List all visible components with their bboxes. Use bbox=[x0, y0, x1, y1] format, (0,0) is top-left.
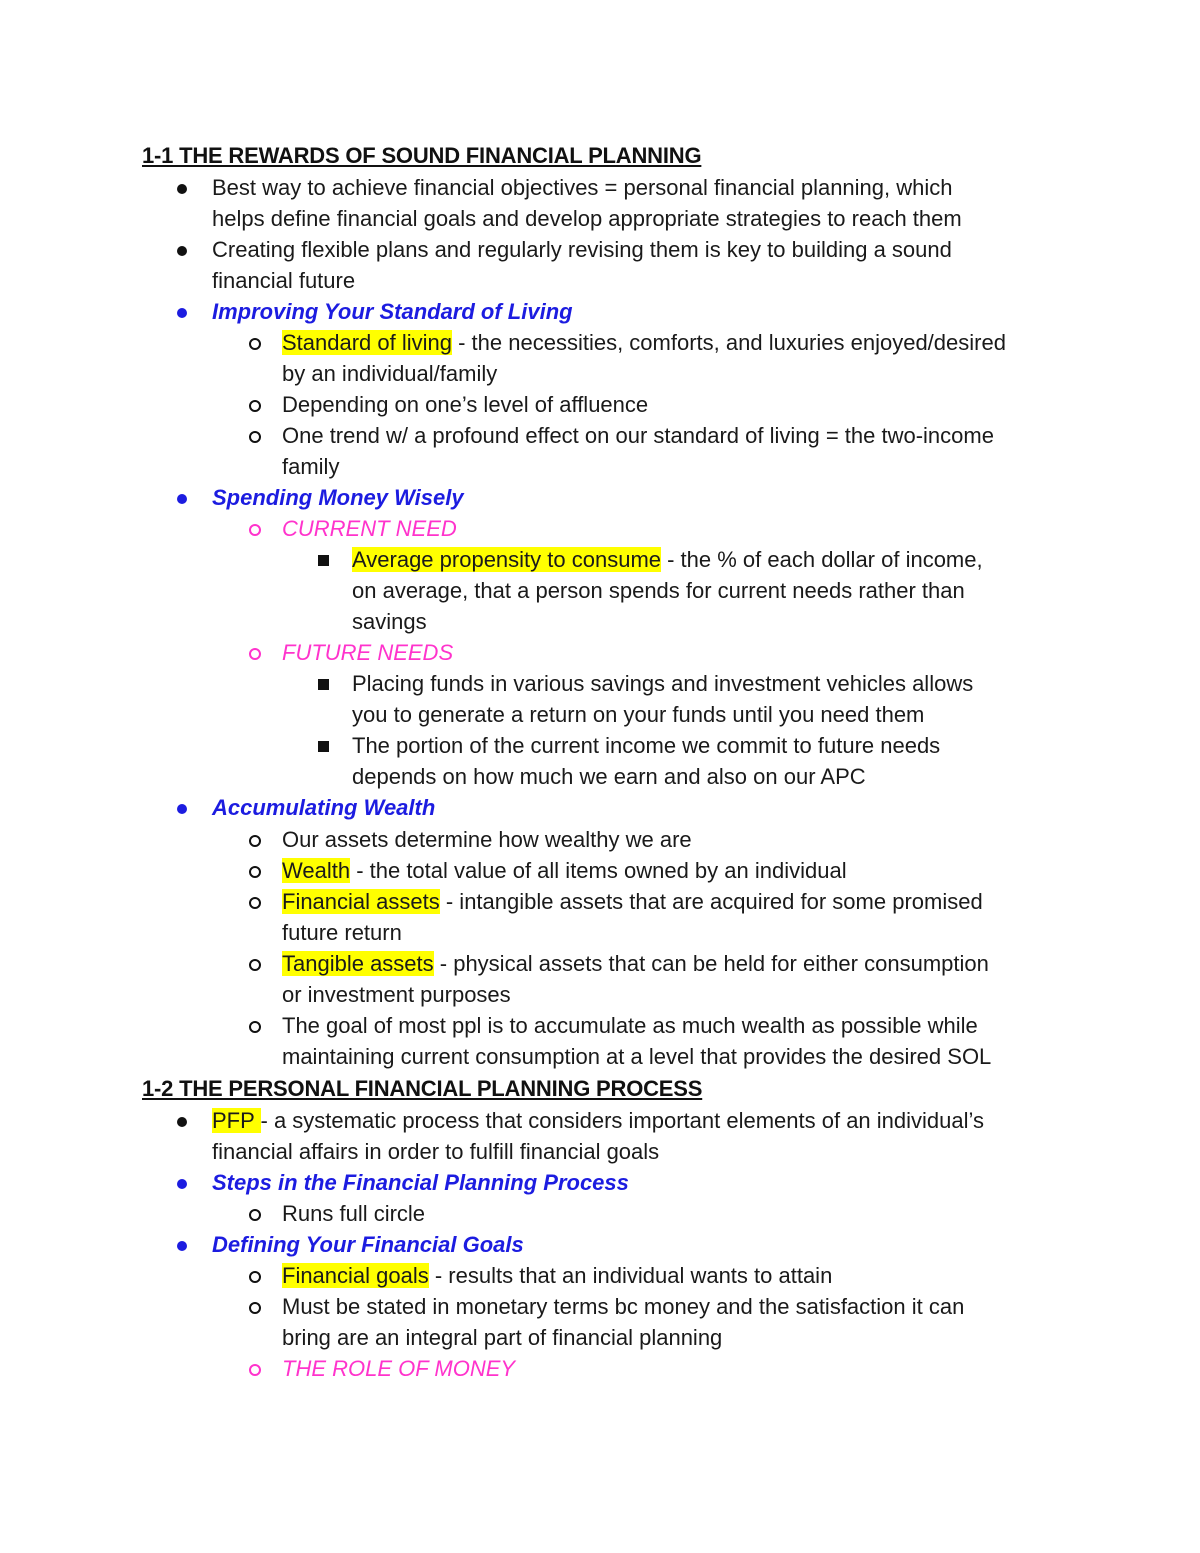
bullet-icon bbox=[177, 1179, 187, 1189]
hollow-bullet-icon bbox=[249, 835, 261, 847]
list-item: The goal of most ppl is to accumulate as much wealth as possible while bbox=[282, 1013, 978, 1038]
list-item: The portion of the current income we commit to future needs bbox=[352, 733, 941, 758]
list-item: you to generate a return on your funds until you need them bbox=[352, 702, 925, 727]
hollow-bullet-icon bbox=[249, 1271, 261, 1283]
highlighted-term: Financial goals bbox=[282, 1263, 429, 1288]
section-heading: 1-1 THE REWARDS OF SOUND FINANCIAL PLANNING bbox=[142, 143, 702, 168]
list-item bbox=[282, 327, 1006, 358]
highlighted-term: Standard of living bbox=[282, 330, 452, 355]
list-item: family bbox=[282, 454, 340, 479]
bullet-icon bbox=[177, 1117, 187, 1127]
hollow-bullet-icon bbox=[249, 959, 261, 971]
definition-text: - a systematic process that considers important elements of an individual’s bbox=[260, 1108, 985, 1133]
list-item bbox=[282, 886, 983, 917]
list-item bbox=[352, 544, 983, 575]
list-item bbox=[282, 855, 847, 886]
subheading: Defining Your Financial Goals bbox=[212, 1232, 524, 1257]
definition-text: - physical assets that can be held for either consumption bbox=[433, 951, 989, 976]
highlighted-term: Tangible assets bbox=[282, 951, 434, 976]
list-item: on average, that a person spends for current needs rather than bbox=[352, 578, 965, 603]
highlighted-term: Wealth bbox=[282, 858, 351, 883]
definition-text: - the % of each dollar of income, bbox=[661, 547, 983, 572]
list-item: financial affairs in order to fulfill financial goals bbox=[212, 1139, 660, 1164]
subheading: Accumulating Wealth bbox=[212, 795, 436, 820]
list-item: Best way to achieve financial objectives = personal financial planning, which bbox=[212, 175, 953, 200]
list-item: savings bbox=[352, 609, 427, 634]
bullet-icon bbox=[177, 1241, 187, 1251]
subheading: Improving Your Standard of Living bbox=[212, 299, 573, 324]
hollow-bullet-icon bbox=[249, 400, 261, 412]
list-item: bring are an integral part of financial planning bbox=[282, 1325, 723, 1350]
bullet-icon bbox=[177, 804, 187, 814]
list-item: financial future bbox=[212, 268, 356, 293]
highlighted-term: Average propensity to consume bbox=[352, 547, 661, 572]
list-item: or investment purposes bbox=[282, 982, 511, 1007]
definition-text: - intangible assets that are acquired for some promised bbox=[439, 889, 983, 914]
hollow-bullet-icon bbox=[249, 897, 261, 909]
hollow-bullet-icon bbox=[249, 1364, 261, 1376]
list-item: Must be stated in monetary terms bc money and the satisfaction it can bbox=[282, 1294, 965, 1319]
list-item: One trend w/ a profound effect on our standard of living = the two-income bbox=[282, 423, 994, 448]
hollow-bullet-icon bbox=[249, 338, 261, 350]
list-item: depends on how much we earn and also on our APC bbox=[352, 764, 866, 789]
highlighted-term: Financial assets bbox=[282, 889, 440, 914]
square-bullet-icon bbox=[318, 679, 329, 690]
hollow-bullet-icon bbox=[249, 1302, 261, 1314]
section-heading: 1-2 THE PERSONAL FINANCIAL PLANNING PROCESS bbox=[142, 1076, 703, 1101]
bullet-icon bbox=[177, 494, 187, 504]
list-item bbox=[282, 948, 989, 979]
bullet-icon bbox=[177, 246, 187, 256]
highlighted-term: PFP bbox=[212, 1108, 261, 1133]
list-item: Depending on one’s level of affluence bbox=[282, 392, 649, 417]
subheading: Steps in the Financial Planning Process bbox=[212, 1170, 629, 1195]
square-bullet-icon bbox=[318, 741, 329, 752]
list-item: future return bbox=[282, 920, 402, 945]
list-item: helps define financial goals and develop appropriate strategies to reach them bbox=[212, 206, 962, 231]
list-item bbox=[212, 1105, 984, 1136]
hollow-bullet-icon bbox=[249, 1209, 261, 1221]
list-item: Creating flexible plans and regularly revising them is key to building a sound bbox=[212, 237, 952, 262]
hollow-bullet-icon bbox=[249, 431, 261, 443]
bullet-icon bbox=[177, 184, 187, 194]
bullet-icon bbox=[177, 308, 187, 318]
definition-text: - results that an individual wants to attain bbox=[428, 1263, 833, 1288]
sub-subheading: THE ROLE OF MONEY bbox=[282, 1356, 516, 1381]
hollow-bullet-icon bbox=[249, 648, 261, 660]
hollow-bullet-icon bbox=[249, 524, 261, 536]
subheading: Spending Money Wisely bbox=[212, 485, 464, 510]
definition-text: - the necessities, comforts, and luxuries enjoyed/desired bbox=[452, 330, 1006, 355]
list-item: Our assets determine how wealthy we are bbox=[282, 827, 692, 852]
square-bullet-icon bbox=[318, 555, 329, 566]
definition-text: - the total value of all items owned by an individual bbox=[350, 858, 847, 883]
sub-subheading: CURRENT NEED bbox=[282, 516, 457, 541]
list-item: Runs full circle bbox=[282, 1201, 426, 1226]
sub-subheading: FUTURE NEEDS bbox=[282, 640, 454, 665]
list-item: by an individual/family bbox=[282, 361, 498, 386]
list-item: maintaining current consumption at a level that provides the desired SOL bbox=[282, 1044, 992, 1069]
hollow-bullet-icon bbox=[249, 1021, 261, 1033]
list-item: Placing funds in various savings and investment vehicles allows bbox=[352, 671, 974, 696]
list-item bbox=[282, 1260, 832, 1291]
hollow-bullet-icon bbox=[249, 866, 261, 878]
